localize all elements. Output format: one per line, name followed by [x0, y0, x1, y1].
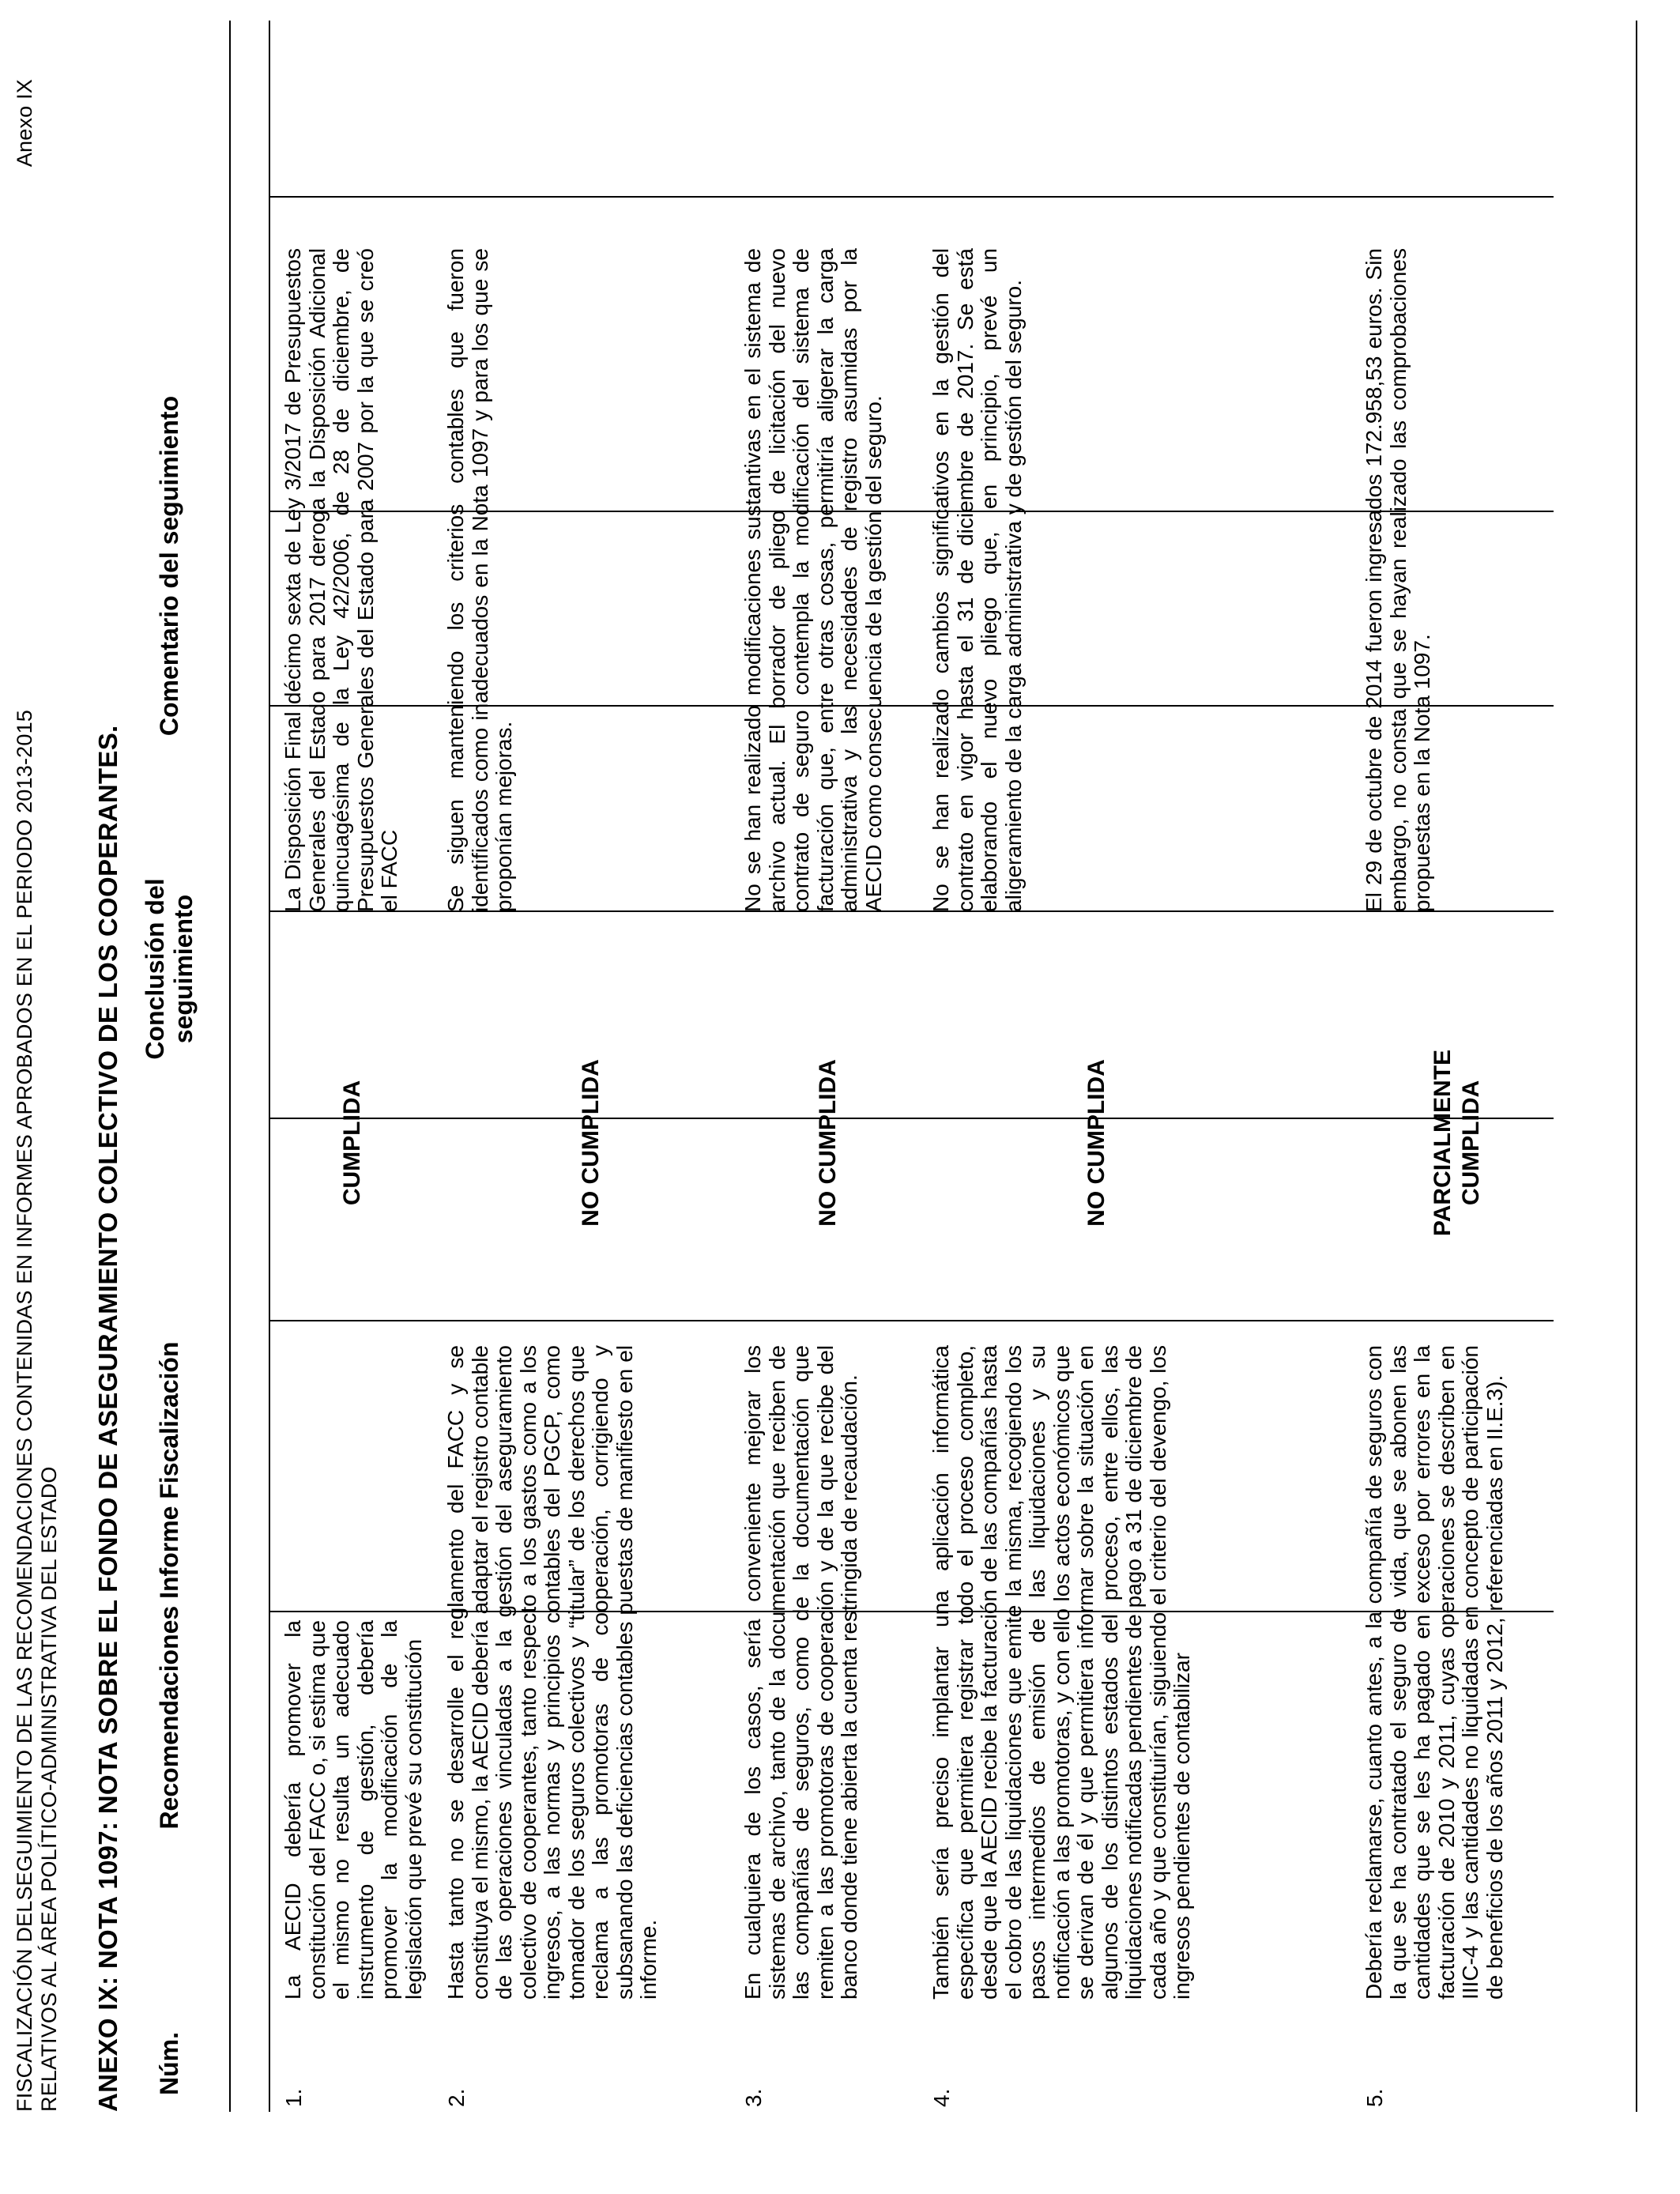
row-divider-3: [269, 1118, 1554, 1119]
comment-text: Se siguen manteniendo los criterios contables que fueron identificados como inadecuados en la Nota 1097 y para los que se proponían mejoras.: [443, 248, 516, 912]
comment-text: No se han realizado cambios significativos en la gestión del contrato en vigor hasta el 31 de diciembre de 2017. Se está elaborando el nuevo pliego que, en principio, prevé un aligeramiento de la carga administrativa y de gestión del seguro.: [929, 248, 1026, 912]
column-header-num: Núm.: [155, 2032, 183, 2095]
header-line-1: FISCALIZACIÓN DELSEGUIMIENTO DE LAS RECOMENDACIONES CONTENIDAS EN INFORMES APROBADOS EN EL PERIODO 2013-2015: [13, 709, 36, 2112]
recommendation-text: Hasta tanto no se desarrolle el reglamento del FACC y se constituya el mismo, la AECID debería adaptar el registro contable de las operaciones vinculadas a la gestión del aseguramiento colectivo de cooperantes, tanto respecto a los gastos como a los ingresos, a las normas y principios contables del PGCP, como tomador de los seguros colectivos y “titular” de los derechos que reclama a las promotoras de cooperación, corrigiendo y subsanando las deficiencias contables puestas de manifiesto en el informe.: [443, 1345, 661, 2000]
status-badge: NO CUMPLIDA: [815, 1059, 841, 1227]
row-number: 5.: [1362, 2088, 1387, 2107]
header-line-2: RELATIVOS AL ÁREA POLÍTICO-ADMINISTRATIVA DEL ESTADO: [37, 1466, 61, 2112]
row-number: 2.: [444, 2088, 469, 2107]
conclusion-header-line-2: seguimiento: [169, 894, 198, 1044]
status-line-1: PARCIALMENTE: [1430, 1049, 1456, 1237]
annex-title: ANEXO IX: NOTA 1097: NOTA SOBRE EL FONDO DE ASEGURAMIENTO COLECTIVO DE LOS COOPERANTES.: [93, 725, 122, 2112]
table-top-rule: [229, 21, 231, 2112]
column-header-comment: Comentario del seguimiento: [155, 395, 183, 737]
comment-text: El 29 de octubre de 2014 fueron ingresados 172.958,53 euros. Sin embargo, no consta que se hayan realizado las comprobaciones propuestas en la Nota 1097.: [1362, 248, 1434, 912]
header-bottom-rule: [269, 21, 270, 2112]
row-number: 3.: [741, 2088, 766, 2107]
row-divider-7: [269, 196, 1554, 198]
recommendation-text: La AECID debería promover la constitución del FACC o, si estima que el mismo no resulta un adecuado instrumento de gestión, debería promover la modificación de la legislación que prevé su constitución: [281, 1620, 426, 2000]
status-line-2: CUMPLIDA: [1458, 1080, 1484, 1206]
column-header-recommendations: Recomendaciones Informe Fiscalización: [155, 1341, 183, 1830]
comment-text: No se han realizado modificaciones sustantivas en el sistema de archivo actual. El borrador de pliego de licitación del nuevo contrato de seguro contempla la modificación del sistema de facturación que, entre otras cosas, permitiría aligerar la carga administrativa y las necesidades de registro asumidas por la AECID como consecuencia de la gestión del seguro.: [740, 248, 886, 912]
annex-label: Anexo IX: [13, 79, 36, 168]
recommendation-text: Debería reclamarse, cuanto antes, a la compañía de seguros con la que se ha contratado el seguro de vida, que se abonen las cantidades que se les ha pagado en exceso por errores en la facturación de 2010 y 2011, cuyas operaciones se describen en IIIC-4 y las cantidades no liquidadas en concepto de participación de beneficios de los años 2011 y 2012, referenciadas en II.E.3).: [1362, 1345, 1507, 2000]
comment-text: La Disposición Final décimo sexta de Ley 3/2017 de Presupuestos Generales del Estado para 2017 deroga la Disposición Adicional quincuagésima de la Ley 42/2006, de 28 de diciembre, de Presupuestos Generales del Estado para 2007 por la que se creó el FACC: [281, 248, 401, 912]
status-badge: CUMPLIDA: [339, 1080, 365, 1206]
row-divider-2: [269, 1320, 1554, 1321]
row-number: 1.: [281, 2088, 306, 2107]
row-number: 4.: [929, 2088, 954, 2107]
table-bottom-rule: [1636, 21, 1637, 2112]
status-badge: NO CUMPLIDA: [1083, 1059, 1109, 1227]
status-badge: [1429, 1016, 1486, 1269]
recommendation-text: En cualquiera de los casos, sería conveniente mejorar los sistemas de archivo, tanto de la documentación que reciben de las compañías de seguros, como de la documentación que remiten a las promotoras de cooperación y de la que recibe del banco donde tiene abierta la cuenta restringida de recaudación.: [740, 1345, 861, 2000]
conclusion-header-line-1: Conclusión del: [141, 878, 169, 1060]
recommendation-text: También sería preciso implantar una aplicación informática específica que permitiera registrar todo el proceso completo, desde que la AECID recibe la facturación de las compañías hasta el cobro de las liquidaciones que emite la misma, recogiendo los pasos intermedios de emisión de las liquidaciones y su notificación a las promotoras, y con ello los actos económicos que se derivan de él y que permitiera informar sobre la situación en algunos de los distintos estados del proceso, entre ellos, las liquidaciones notificadas pendientes de pago a 31 de diciembre de cada año y que constituirían, siguiendo el criterio del devengo, los ingresos pendientes de contabilizar: [929, 1345, 1194, 2000]
status-badge: NO CUMPLIDA: [578, 1059, 604, 1227]
